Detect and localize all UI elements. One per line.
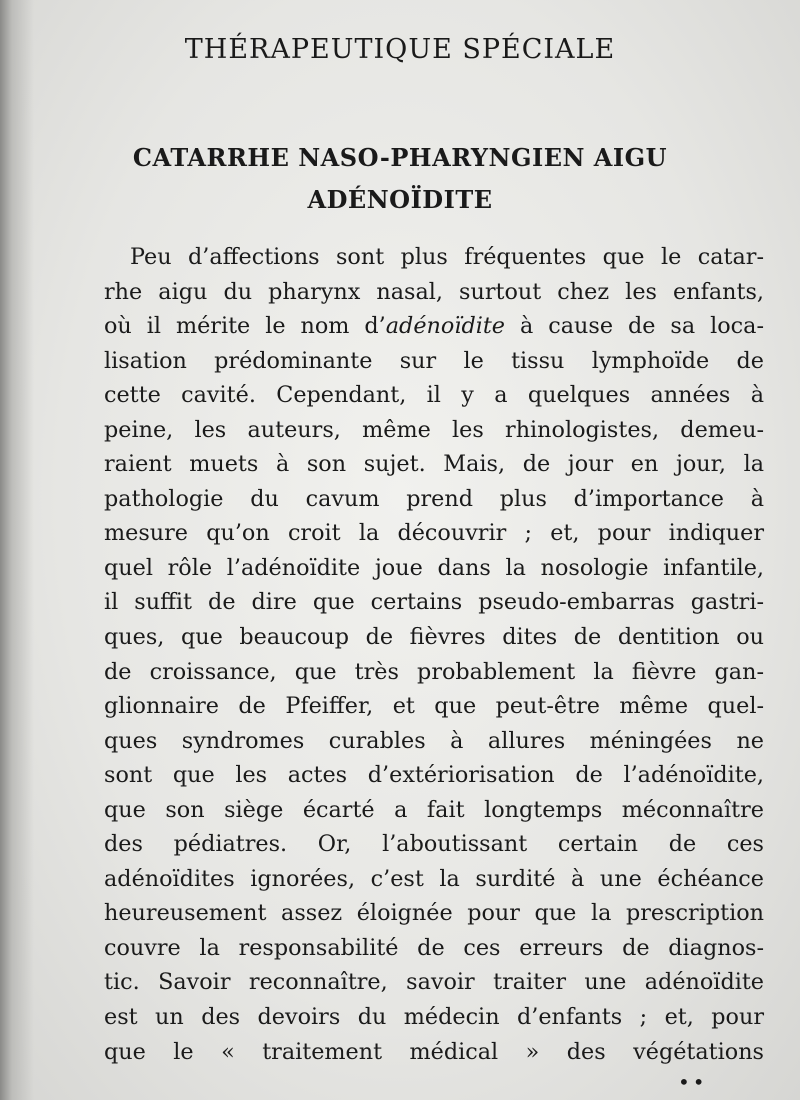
text-line: raient muets à son sujet. Mais, de jour en jour, la [104, 451, 764, 478]
text-line: glionnaire de Pfeiffer, et que peut-être même quel- [104, 693, 764, 720]
text-line: couvre la responsabilité de ces erreurs de diagnos- [104, 934, 764, 961]
text-line: que le « traitement médical » des végétations [104, 1038, 764, 1065]
text-line: peine, les auteurs, même les rhinologistes, demeu- [104, 416, 764, 443]
text-line: ques, que beaucoup de fièvres dites de dentition ou [104, 624, 764, 651]
text-line: quel rôle l’adénoïdite joue dans la nosologie infantile, [104, 554, 764, 581]
text-line: sont que les actes d’extériorisation de l’adénoïdite, [104, 762, 764, 789]
text-line: adénoïdites ignorées, c’est la surdité à une échéance [104, 865, 764, 892]
text-line-end: à cause de sa loca- [505, 313, 764, 340]
running-header: THÉRAPEUTIQUE SPÉCIALE [184, 34, 616, 65]
text-line: ques syndromes curables à allures méningées ne [104, 727, 764, 754]
text-line: lisation prédominante sur le tissu lymphoïde de [104, 347, 764, 374]
text-line: est un des devoirs du médecin d’enfants ; et, pour [104, 1004, 764, 1031]
text-line: Peu d’affections sont plus fréquentes que le catar- [130, 244, 764, 270]
body-paragraph [104, 240, 764, 1069]
text-line: que son siège écarté a fait longtemps méconnaître [104, 796, 764, 823]
italic-term: adénoïdite [385, 313, 506, 340]
text-line: des pédiatres. Or, l’aboutissant certain de ces [104, 831, 764, 858]
text-line: mesure qu’on croit la découvrir ; et, pour indiquer [104, 520, 764, 547]
text-line [104, 309, 764, 344]
text-line: tic. Savoir reconnaître, savoir traiter une adénoïdite [104, 969, 764, 996]
text-line: cette cavité. Cependant, il y a quelques années à [104, 382, 764, 409]
text-line: pathologie du cavum prend plus d’importance à [104, 485, 764, 512]
text-line: heureusement assez éloignée pour que la prescription [104, 900, 764, 927]
signature-marks: •• [678, 1070, 708, 1094]
text-line: rhe aigu du pharynx nasal, surtout chez les enfants, [104, 278, 764, 305]
text-line: de croissance, que très probablement la fièvre gan- [104, 658, 764, 685]
text-line: il suffit de dire que certains pseudo-embarras gastri- [104, 589, 764, 616]
text-line-start: où il mérite le nom d’ [104, 313, 386, 340]
chapter-subtitle: ADÉNOÏDITE [307, 185, 493, 214]
chapter-title: CATARRHE NASO-PHARYNGIEN AIGU [132, 143, 668, 172]
